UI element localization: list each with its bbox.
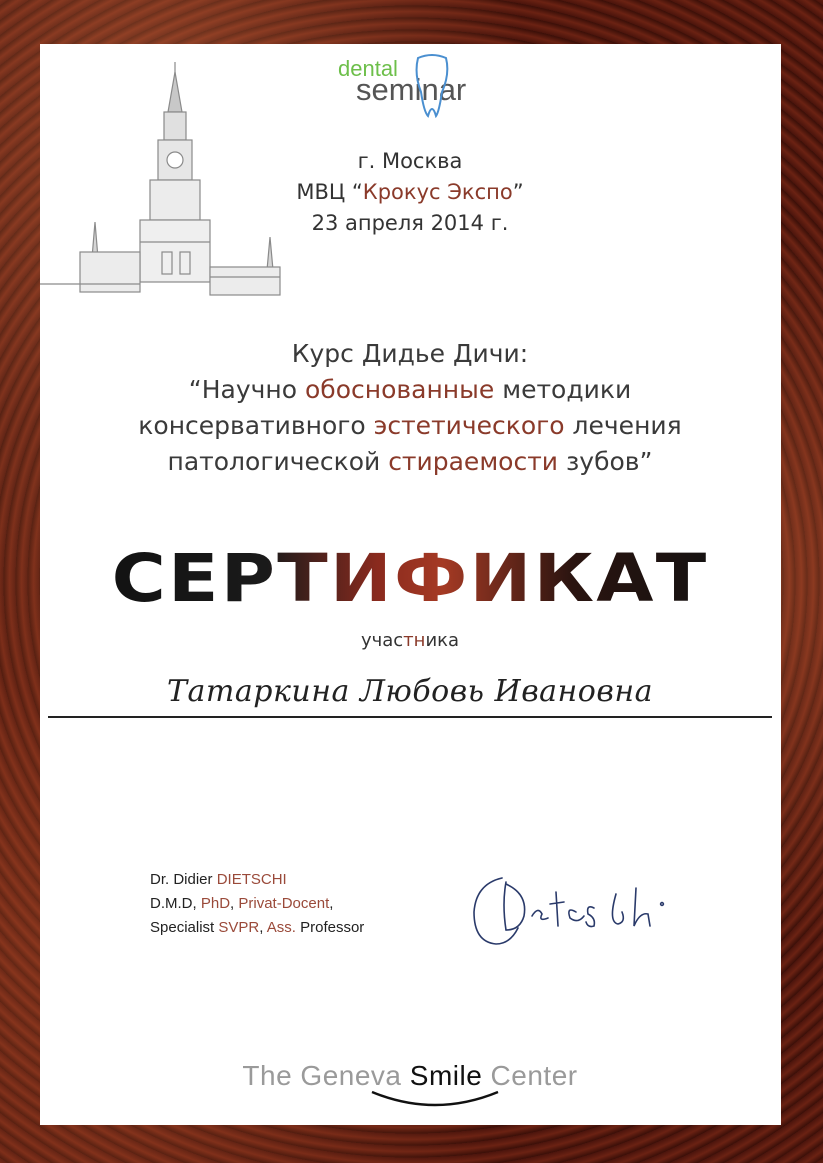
- venue-date: 23 апреля 2014 г.: [311, 211, 509, 235]
- doctor-degrees: D.M.D, PhD, Privat-Docent,: [150, 895, 334, 912]
- participant-label: участника: [360, 630, 460, 651]
- doctor-title: Specialist SVPR, Ass. Professor: [150, 919, 365, 936]
- dental-seminar-logo: [334, 52, 494, 122]
- venue-block: [200, 146, 620, 239]
- venue-hall: МВЦ “Крокус Экспо”: [296, 180, 524, 204]
- logo-dental-text: dental: [338, 56, 398, 81]
- tooth-icon: [412, 52, 452, 118]
- course-title: [80, 336, 740, 480]
- name-underline: [48, 716, 772, 718]
- handwritten-signature: [466, 864, 676, 954]
- doctor-credentials: [150, 868, 364, 940]
- doctor-name: Dr. Didier DIETSCHI: [150, 871, 287, 888]
- course-line-3: консервативного эстетического лечения: [138, 411, 682, 440]
- recipient-name: Татаркина Любовь Ивановна: [167, 674, 653, 709]
- geneva-smile-center-logo: The Geneva Smile Center: [242, 1060, 578, 1091]
- course-line-1: Курс Дидье Дичи:: [291, 339, 529, 368]
- venue-city: г. Москва: [357, 149, 463, 173]
- logo-seminar-text: seminar: [356, 72, 467, 107]
- course-line-4: патологической стираемости зубов”: [167, 447, 653, 476]
- certificate-title: СЕРТИФИКАТ: [85, 540, 735, 617]
- course-line-2: “Научно обоснованные методики: [188, 375, 632, 404]
- smile-arc-icon: [370, 1088, 500, 1112]
